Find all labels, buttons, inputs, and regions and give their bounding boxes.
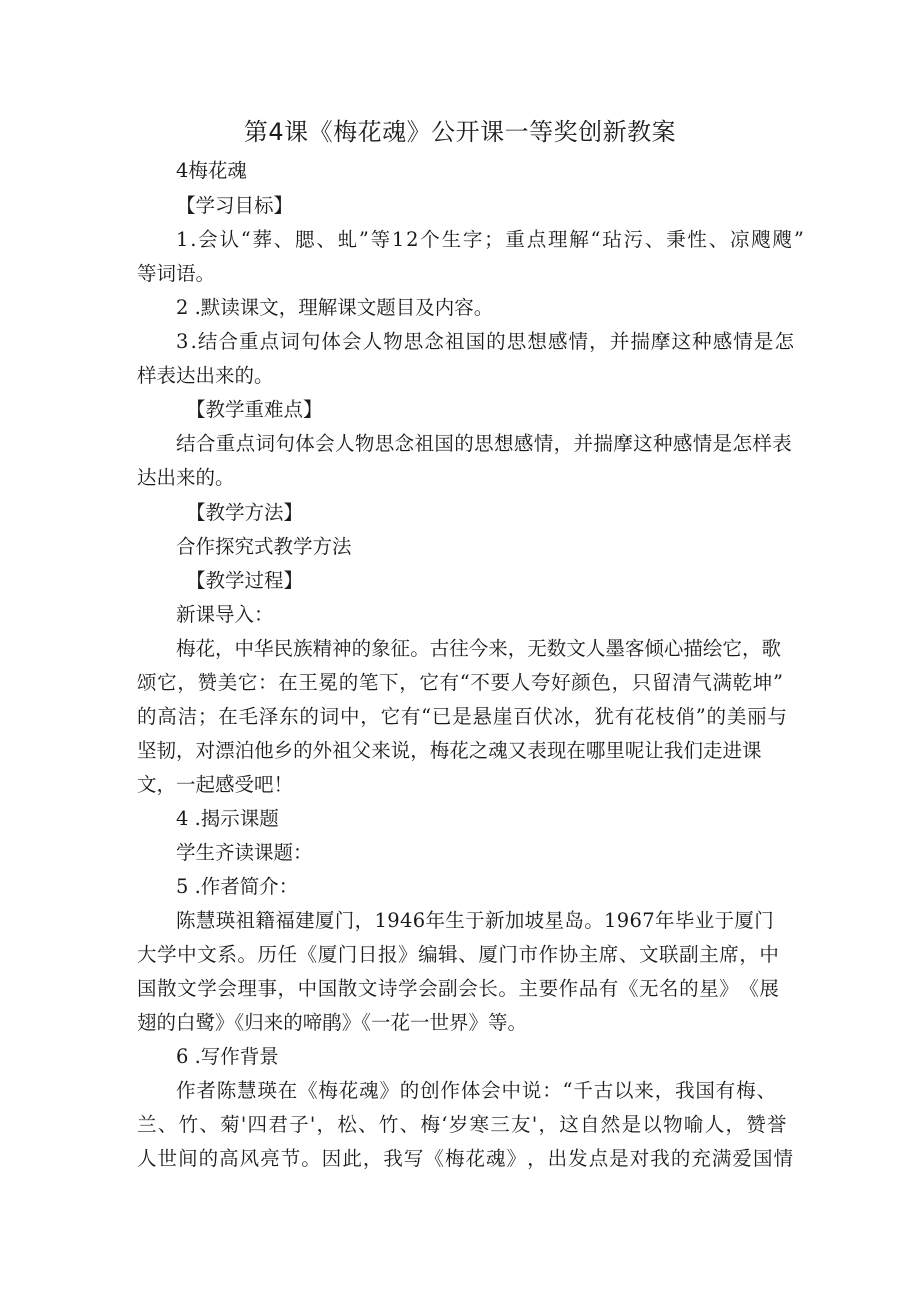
paragraph-line: 6 .写作背景 [176,1045,279,1068]
paragraph-line: 新课导入： [176,603,274,626]
paragraph-line: 陈 慧 瑛 祖 籍 福 建 厦 门 ， 1 9 4 6 年 生 于 新 加 坡 星 岛 。 1 9 6 7 年 毕 业 于 厦 门 [176,909,774,932]
paragraph-line: 兰 、 竹 、 菊 ' 四 君 子 ' ， 松 、 竹 、 梅 ‘ 岁 寒 三 友 ' ， 这 自 然 是 以 物 喻 人 ， 赞 誉 [137,1113,787,1136]
paragraph-line: 4 .揭示课题 [176,807,279,830]
paragraph-line: 坚 韧 ， 对 漂 泊 他 乡 的 外 祖 父 来 说 ， 梅 花 之 魂 又 表 现 在 哪 里 呢 让 我 们 走 进 课 [137,739,762,762]
paragraph-line: 等词语。 [137,262,216,285]
paragraph-line: 的 高 洁 ； 在 毛 泽 东 的 词 中 ， 它 有 “ 已 是 悬 崖 百 伏 冰 ， 犹 有 花 枝 俏 ” 的 美 丽 与 [137,705,787,728]
section-heading-objectives: 【学习目标】 [176,194,294,217]
section-heading-methods: 【教学方法】 [186,501,304,524]
document-title: 第4课《梅花魂》公开课一等奖创新教案 [243,118,677,146]
paragraph-line: 学生齐读课题： [176,841,313,864]
paragraph-line: 文，一起感受吧！ [137,773,294,796]
section-heading-process: 【教学过程】 [186,569,304,592]
paragraph-line: 梅 花 ， 中 华 民 族 精 神 的 象 征 。 古 往 今 来 ， 无 数 文 人 墨 客 倾 心 描 绘 它 ， 歌 [176,637,781,660]
lesson-name: 4梅花魂 [176,159,247,182]
paragraph-line: 结 合 重 点 词 句 体 会 人 物 思 念 祖 国 的 思 想 感 情 ， 并 揣 摩 这 种 感 情 是 怎 样 表 [176,432,792,455]
paragraph-line: 2 .默读课文，理解课文题目及内容。 [176,296,494,319]
paragraph-line: 合作探究式教学方法 [176,535,352,558]
paragraph-line: 作 者 陈 慧 瑛 在 《 梅 花 魂 》 的 创 作 体 会 中 说 ： “ 千 古 以 来 ， 我 国 有 梅 、 [176,1079,776,1102]
section-heading-key-points: 【教学重难点】 [186,398,323,421]
paragraph-line: 5 .作者简介： [176,875,299,898]
paragraph-line: 人 世 间 的 高 风 亮 节 。 因 此 ， 我 写 《 梅 花 魂 》 ， 出 发 点 是 对 我 的 充 满 爱 国 情 [137,1147,793,1170]
paragraph-line: 大 学 中 文 系 。 历 任 《 厦 门 日 报 》 编 辑 、 厦 门 市 作 协 主 席 、 文 联 副 主 席 ， 中 [137,943,779,966]
paragraph-line: 颂 它 ， 赞 美 它 ： 在 王 冕 的 笔 下 ， 它 有 “ 不 要 人 夸 好 颜 色 ， 只 留 清 气 满 乾 坤 ” [137,671,783,694]
paragraph-line: 达出来的。 [137,466,235,489]
paragraph-line: 国 散 文 学 会 理 事 ， 中 国 散 文 诗 学 会 副 会 长 。 主 要 作 品 有 《 无 名 的 星 》 《 展 [137,977,779,1000]
paragraph-line: 1 . 会 认 “ 葬 、 腮 、 虬 ” 等 1 2 个 生 字 ； 重 点 理 解 “ 玷 污 、 秉 性 、 凉 飕 飕 ” [176,228,804,251]
paragraph-line: 翅的白鹭》《归来的啼鹃》《一花一世界》等。 [137,1011,528,1034]
paragraph-line: 3 . 结 合 重 点 词 句 体 会 人 物 思 念 祖 国 的 思 想 感 情 ， 并 揣 摩 这 种 感 情 是 怎 [176,330,794,353]
paragraph-line: 样表达出来的。 [137,364,274,387]
